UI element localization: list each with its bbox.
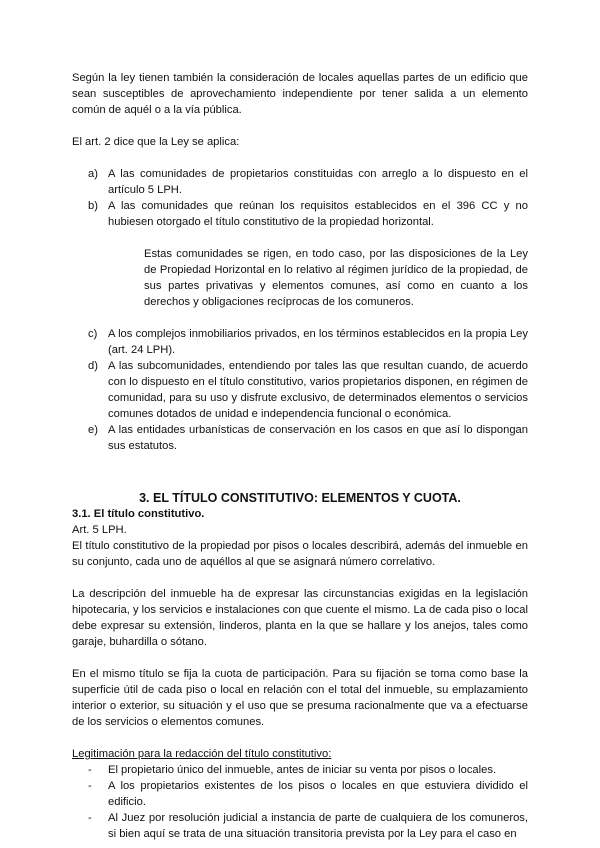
list-item <box>72 422 528 454</box>
legitimation-heading: Legitimación para la redacción del título constitutivo: <box>72 748 332 760</box>
list-item <box>72 762 528 778</box>
list-item-text: El propietario único del inmueble, antes de iniciar su venta por pisos o locales. <box>108 764 497 776</box>
section-heading: 3. EL TÍTULO CONSTITUTIVO: ELEMENTOS Y CUOTA. <box>139 491 461 505</box>
block-quote: Estas comunidades se rigen, en todo caso, por las disposiciones de la Ley de Propiedad Horizontal en lo relativo al régimen jurídico de la propiedad, de sus partes privativas y elementos comunes, así como en cuanto a los derechos y obligaciones recíprocas de los comuneros. <box>144 248 528 308</box>
list-item-text: A las comunidades que reúnan los requisitos establecidos en el 396 CC y no hubiesen otorgado el título constitutivo de la propiedad horizontal. <box>108 200 528 228</box>
article-reference: Art. 5 LPH. <box>72 524 127 536</box>
list-marker: - <box>88 780 92 792</box>
art2-intro: El art. 2 dice que la Ley se aplica: <box>72 136 240 148</box>
list-item-text: Al Juez por resolución judicial a instancia de parte de cualquiera de los comuneros, si bien aquí se trata de una situación transitoria prevista por la Ley para el caso en <box>108 812 528 840</box>
list-item <box>72 326 528 358</box>
list-item <box>72 778 528 810</box>
list-item-text: A las comunidades de propietarios constituidas con arreglo a lo dispuesto en el artículo 5 LPH. <box>108 168 528 196</box>
subsection-heading: 3.1. El título constitutivo. <box>72 508 205 520</box>
body-paragraph: En el mismo título se fija la cuota de participación. Para su fijación se toma como base la superficie útil de cada piso o local en relación con el total del inmueble, su emplazamiento interior o exterior, su situación y el uso que se presuma racionalmente que va a efectuarse de los servicios o elementos comunes. <box>72 668 528 728</box>
list-item <box>72 810 528 842</box>
list-marker: c) <box>88 328 98 340</box>
list-marker: a) <box>88 168 98 180</box>
list-item <box>72 198 528 230</box>
list-marker: - <box>88 764 92 776</box>
body-paragraph: La descripción del inmueble ha de expresar las circunstancias exigidas en la legislación hipotecaria, y los servicios e instalaciones con que cuente el mismo. La de cada piso o local debe expresar su extensión, linderos, planta en la que se hallare y los anejos, tales como garaje, buhardilla o sótano. <box>72 588 528 648</box>
body-paragraph: El título constitutivo de la propiedad por pisos o locales describirá, además del inmueble en su conjunto, cada uno de aquéllos al que se asignará número correlativo. <box>72 540 528 568</box>
list-item <box>72 166 528 198</box>
list-marker: b) <box>88 200 98 212</box>
list-marker: - <box>88 812 92 824</box>
document-page <box>72 70 528 842</box>
list-item <box>72 358 528 422</box>
list-item-text: A las entidades urbanísticas de conservación en los casos en que así lo dispongan sus estatutos. <box>108 424 528 452</box>
legitimation-list <box>72 762 528 842</box>
scope-list-ab <box>72 166 528 230</box>
list-marker: d) <box>88 360 98 372</box>
list-item-text: A las subcomunidades, entendiendo por tales las que resultan cuando, de acuerdo con lo dispuesto en el título constitutivo, varios propietarios disponen, en régimen de comunidad, para su uso y disfrute exclusivo, de determinados elementos o servicios comunes dotados de unidad e independencia funcional o económica. <box>108 360 528 420</box>
list-item-text: A los complejos inmobiliarios privados, en los términos establecidos en la propia Ley (art. 24 LPH). <box>108 328 528 356</box>
list-item-text: A los propietarios existentes de los pisos o locales en que estuviera dividido el edificio. <box>108 780 528 808</box>
intro-paragraph: Según la ley tienen también la consideración de locales aquellas partes de un edificio que sean susceptibles de aprovechamiento independiente por tener salida a un elemento común de aquél o a la vía pública. <box>72 72 528 116</box>
list-marker: e) <box>88 424 98 436</box>
scope-list-ce <box>72 326 528 454</box>
